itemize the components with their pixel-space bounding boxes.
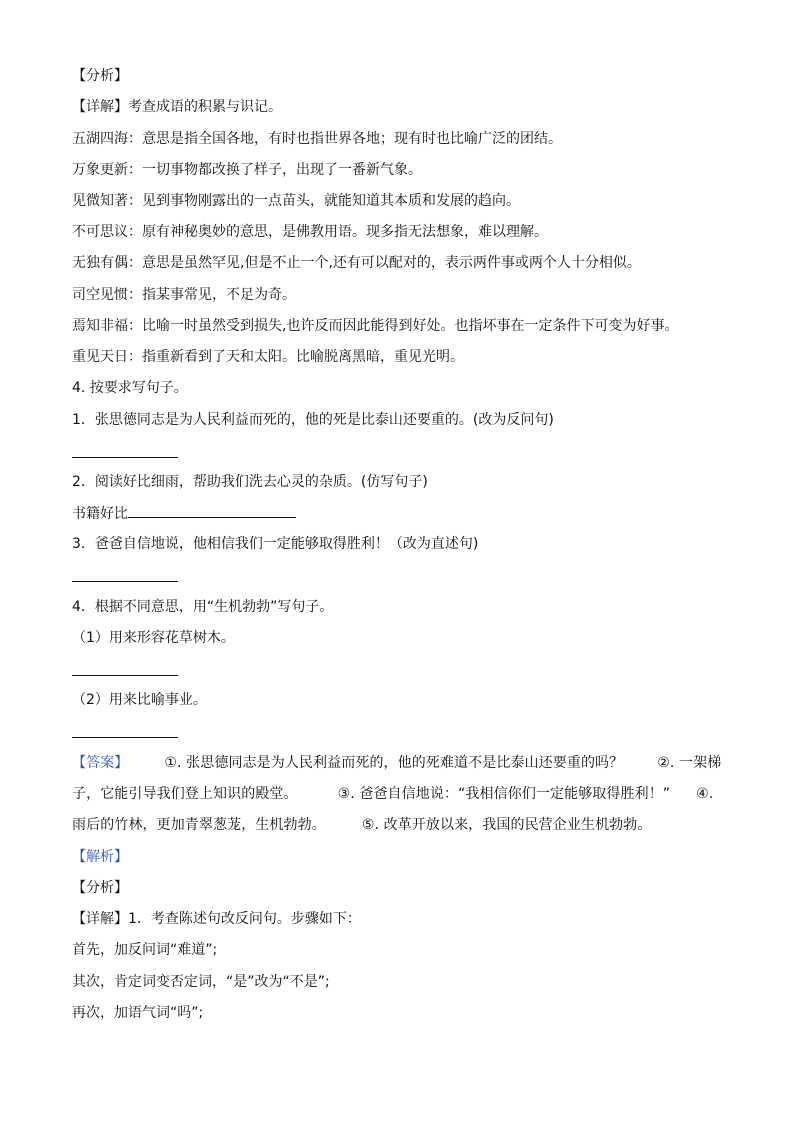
question-4: 4．根据不同意思，用“生机勃勃”写句子。 (72, 599, 334, 615)
answer-blank-4-2[interactable] (72, 737, 178, 738)
detail-text: 考查成语的积累与识记。 (128, 99, 282, 115)
idiom-line: 焉知非福：比喻一时虽然受到损失,也许反而因此能得到好处。也指坏事在一定条件下可变为好事。 (72, 318, 679, 334)
answer-line-2: 子，它能引导我们登上知识的殿堂。 ③. 爸爸自信地说：“我相信你们一定能够取得胜利！” ④. (72, 786, 714, 802)
answer-line-1: 【答案】 ①. 张思德同志是为人民利益而死的，他的死难道不是比泰山还要重的吗？ ②. 一架梯 (72, 755, 722, 771)
answer-tag: 【答案】 (72, 755, 129, 771)
idiom-line: 万象更新：一切事物都改换了样子，出现了一番新气象。 (72, 162, 422, 178)
question-4-1: （1）用来形容花草树木。 (72, 630, 235, 646)
idiom-line: 司空见惯：指某事常见，不足为奇。 (72, 287, 296, 303)
analysis-heading-2: 【分析】 (72, 880, 128, 896)
detail-text: 1．考查陈述句改反问句。步骤如下： (128, 911, 361, 927)
idiom-line: 五湖四海：意思是指全国各地，有时也指世界各地；现有时也比喻广泛的团结。 (72, 131, 562, 147)
answer-blank-4-1[interactable] (72, 675, 178, 676)
idiom-line: 不可思议：原有神秘奥妙的意思，是佛教用语。现多指无法想象，难以理解。 (72, 224, 548, 240)
question-2: 2．阅读好比细雨，帮助我们洗去心灵的杂质。(仿写句子) (72, 474, 428, 490)
answer-blank-1[interactable] (72, 457, 178, 458)
answer-blank-3[interactable] (72, 581, 178, 582)
detail-line (72, 97, 734, 117)
question-4-2: （2）用来比喻事业。 (72, 692, 207, 708)
idiom-line: 重见天日：指重新看到了天和太阳。比喻脱离黑暗，重见光明。 (72, 349, 464, 365)
analysis-heading: 【分析】 (72, 68, 128, 84)
detail-line-2 (72, 909, 734, 929)
step-line: 再次，加语气词“吗”; (72, 1005, 204, 1021)
idiom-line: 无独有偶：意思是虽然罕见,但是不止一个,还有可以配对的，表示两件事或两个人十分相似。 (72, 255, 641, 271)
question-1: 1．张思德同志是为人民利益而死的，他的死是比泰山还要重的。(改为反问句) (72, 412, 554, 428)
question-2-prefix: 书籍好比 (72, 506, 128, 522)
step-line: 首先，加反问词“难道”; (72, 942, 218, 958)
answer-blank-2[interactable] (128, 503, 296, 518)
answer-line-3: 雨后的竹林，更加青翠葱茏，生机勃勃。 ⑤. 改革开放以来，我国的民营企业生机勃勃。 (72, 817, 652, 833)
question-2-prompt (72, 503, 734, 524)
jiexi-heading: 【解析】 (72, 849, 128, 865)
idiom-line: 见微知著：见到事物刚露出的一点苗头，就能知道其本质和发展的趋向。 (72, 193, 520, 209)
question-3: 3．爸爸自信地说，他相信我们一定能够取得胜利！（改为直述句) (72, 536, 479, 552)
step-line: 其次，肯定词变否定词，“是”改为“不是”; (72, 974, 330, 990)
question-title: 4. 按要求写句子。 (72, 380, 188, 396)
detail-tag: 【详解】 (72, 99, 128, 115)
detail-tag: 【详解】 (72, 911, 128, 927)
